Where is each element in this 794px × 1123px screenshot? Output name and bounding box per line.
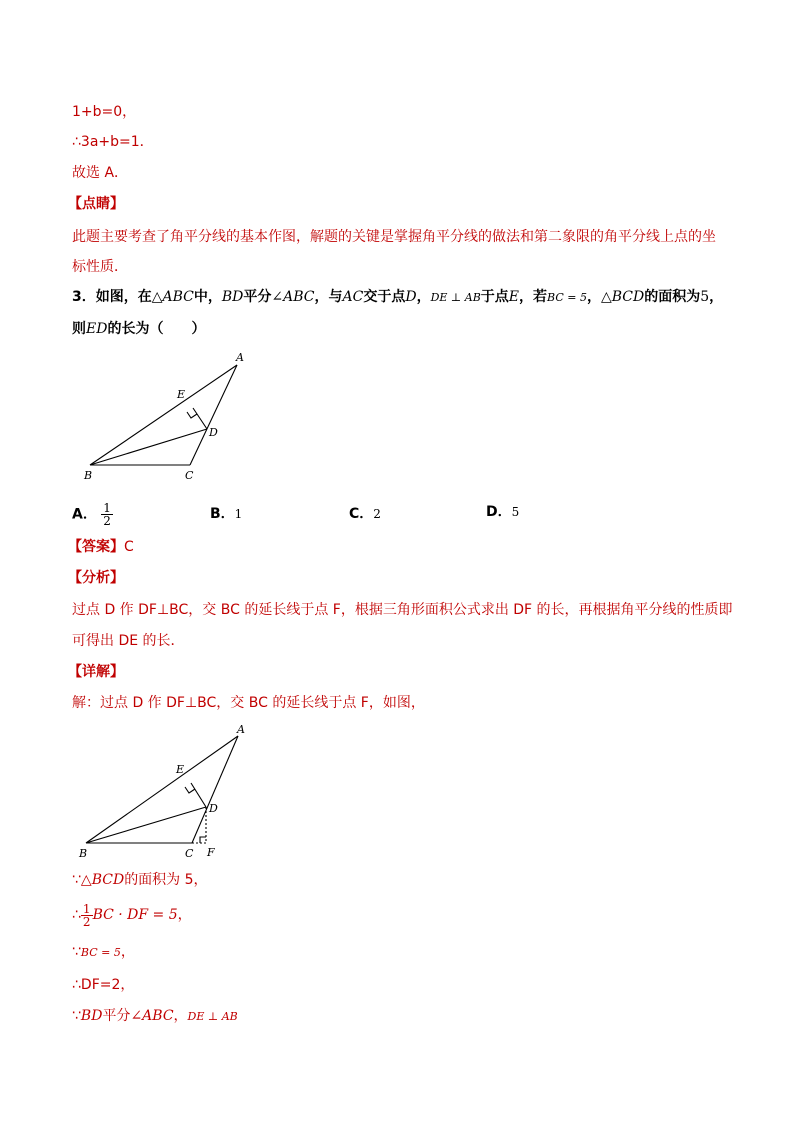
option-a[interactable]: A． $\frac{1}{2}$ bbox=[72, 501, 111, 528]
answer-value: C bbox=[124, 539, 134, 555]
option-b[interactable]: B．1 bbox=[210, 506, 243, 522]
segment-de bbox=[191, 783, 206, 807]
triangle-figure-1 bbox=[76, 345, 256, 485]
segment-ab bbox=[90, 365, 237, 465]
label-b: B bbox=[84, 469, 93, 482]
analysis-line-2: 可得出 DE 的长． bbox=[72, 633, 185, 649]
detail-heading: 【详解】 bbox=[68, 664, 124, 680]
option-c[interactable]: C．2 bbox=[349, 506, 381, 522]
step-2-fraction: $\frac{1}{2}$ bbox=[82, 901, 91, 929]
segment-bd bbox=[86, 807, 206, 843]
option-d[interactable]: D．5 bbox=[486, 504, 520, 520]
solution-line-2: ∴3a+b=1． bbox=[72, 134, 154, 150]
step-1: ∵△BCD的面积为 5， bbox=[72, 872, 208, 888]
question-line-1: 3．如图，在△ABC中，BD平分∠ABC，与AC交于点D，DE ⊥ AB于点E，若BC = 5，△BCD的面积为5， bbox=[72, 289, 724, 305]
analysis-heading: 【分析】 bbox=[68, 570, 124, 586]
label-c: C bbox=[185, 469, 194, 482]
dianjing-heading: 【点睛】 bbox=[68, 196, 124, 212]
question-line-2: 则ED的长为（ ） bbox=[72, 321, 206, 337]
detail-line-1: 解：过点 D 作 DF⊥BC，交 BC 的延长线于点 F，如图， bbox=[72, 695, 425, 711]
right-angle-mark-f bbox=[200, 837, 206, 843]
dianjing-line-2: 标性质． bbox=[72, 259, 128, 275]
label-e: E bbox=[176, 763, 185, 776]
triangle-figure-2 bbox=[72, 720, 262, 865]
option-a-fraction: $\frac{1}{2}$ bbox=[103, 501, 111, 528]
step-3: ∵BC = 5， bbox=[72, 944, 135, 960]
label-f: F bbox=[207, 846, 215, 859]
label-d: D bbox=[209, 802, 218, 815]
segment-de bbox=[193, 408, 207, 429]
label-c: C bbox=[185, 847, 194, 860]
answer-heading: 【答案】 bbox=[68, 539, 124, 555]
label-d: D bbox=[209, 426, 218, 439]
label-a: A bbox=[236, 351, 244, 364]
solution-line-3: 故选 A． bbox=[72, 165, 129, 181]
answer-line bbox=[68, 537, 134, 557]
dianjing-line-1: 此题主要考查了角平分线的基本作图，解题的关键是掌握角平分线的做法和第二象限的角平分线上点的坐 bbox=[72, 229, 716, 245]
step-4: ∴DF=2， bbox=[72, 977, 135, 993]
label-b: B bbox=[79, 847, 88, 860]
right-angle-mark-e bbox=[187, 412, 197, 418]
step-5: ∵BD平分∠ABC，DE ⊥ AB bbox=[72, 1008, 238, 1024]
label-e: E bbox=[177, 388, 186, 401]
question-number: 3． bbox=[72, 289, 96, 305]
solution-line-1: 1+b=0， bbox=[72, 104, 137, 120]
segment-bd bbox=[90, 429, 207, 465]
step-2: ∴ $\frac{1}{2}$ BC · DF = 5， bbox=[72, 901, 192, 929]
label-a: A bbox=[237, 723, 245, 736]
analysis-line-1: 过点 D 作 DF⊥BC，交 BC 的延长线于点 F，根据三角形面积公式求出 DF 的长，再根据角平分线的性质即 bbox=[72, 602, 733, 618]
